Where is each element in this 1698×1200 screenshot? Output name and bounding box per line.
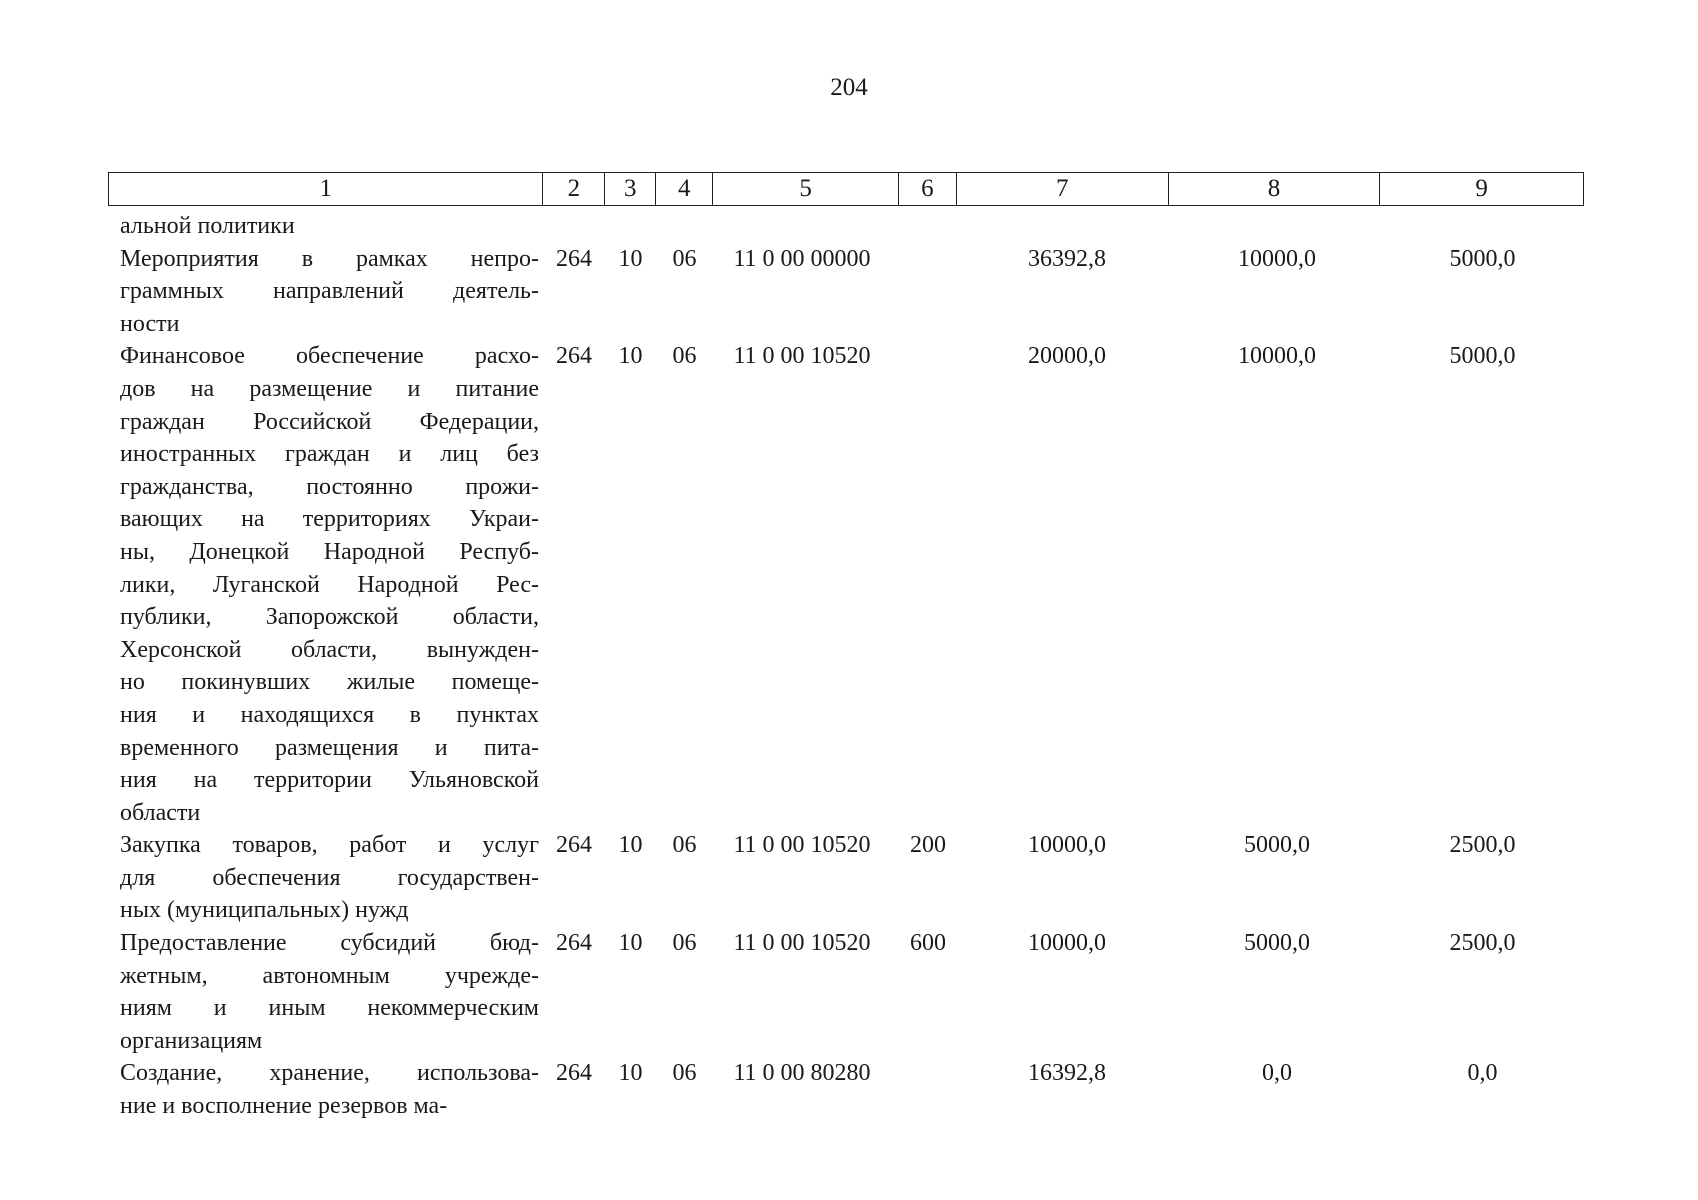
row-name-line: граждан Российской Федерации, [120, 408, 539, 435]
row-name-line: Херсонской области, вынужден- [120, 636, 539, 663]
row-expense-type-cell: 200 [910, 832, 946, 859]
table-row [108, 340, 1584, 829]
row-amount-cell: 16392,8 [1028, 1060, 1106, 1087]
row-name-cell [108, 340, 543, 829]
row-amount-cell: 5000,0 [1244, 832, 1310, 859]
row-name-line: ниям и иным некоммерческим [120, 995, 539, 1022]
row-name-line: Финансовое обеспечение расхо- [120, 343, 539, 370]
table-row [108, 210, 1584, 243]
row-name-line: для обеспечения государствен- [120, 864, 539, 891]
row-section-cell: 10 [618, 245, 643, 272]
row-name-line: ности [120, 310, 180, 337]
row-name-line: ных (муниципальных) нужд [120, 897, 409, 924]
table-row [108, 927, 1584, 1057]
row-expense-type-cell [899, 210, 957, 243]
row-name-line: гражданства, постоянно прожи- [120, 473, 539, 500]
row-name-line: ния и находящихся в пунктах [120, 701, 539, 728]
row-grbs-cell: 264 [556, 1060, 592, 1087]
header-cell: 9 [1475, 175, 1488, 202]
row-grbs-cell: 264 [556, 245, 592, 272]
row-target-article-cell: 11 0 00 80280 [733, 1060, 871, 1087]
header-cell: 1 [109, 173, 543, 205]
row-amount-cell: 5000,0 [1244, 930, 1310, 957]
row-expense-type-cell: 600 [910, 930, 946, 957]
row-section-cell: 10 [618, 1060, 643, 1087]
table-body [108, 210, 1584, 1123]
row-amount-cell: 20000,0 [1028, 343, 1106, 370]
page-number: 204 [830, 74, 868, 101]
row-name-line: публики, Запорожской области, [120, 604, 539, 631]
row-name-line: альной политики [120, 213, 295, 239]
row-name-line: но покинувших жилые помеще- [120, 669, 539, 696]
row-amount-cell [1169, 210, 1381, 243]
row-amount-cell: 2500,0 [1449, 832, 1516, 859]
row-name-line: Закупка товаров, работ и услуг [120, 832, 539, 859]
row-name-line: организациям [120, 1027, 263, 1054]
header-cell: 3 [605, 173, 656, 205]
row-grbs-cell: 264 [556, 930, 592, 957]
row-target-article-cell: 11 0 00 10520 [733, 930, 871, 957]
header-cell: 8 [1169, 173, 1381, 205]
row-name-line: Мероприятия в рамках непро- [120, 245, 539, 272]
header-cell: 6 [899, 173, 957, 205]
row-name-line: области [120, 799, 201, 826]
table-row [108, 243, 1584, 341]
row-name-cell [108, 927, 543, 1057]
row-grbs-cell [543, 210, 605, 243]
row-name-line: иностранных граждан и лиц без [120, 441, 539, 468]
row-amount-cell: 0,0 [1467, 1060, 1498, 1087]
header-cell: 5 [713, 173, 899, 205]
row-name-cell [108, 829, 543, 927]
row-amount-cell: 10000,0 [1238, 245, 1316, 272]
row-name-line: временного размещения и пита- [120, 734, 539, 761]
row-target-article-cell: 11 0 00 10520 [733, 832, 871, 859]
row-name-cell [108, 1057, 543, 1122]
row-name-line: ны, Донецкой Народной Респуб- [120, 538, 539, 565]
row-amount-cell: 5000,0 [1449, 343, 1516, 370]
header-cell: 2 [543, 173, 605, 205]
row-subsection-cell: 06 [672, 832, 697, 859]
header-cell: 7 [957, 173, 1169, 205]
row-target-article-cell [713, 210, 899, 243]
header-cell: 4 [656, 173, 713, 205]
row-subsection-cell: 06 [672, 245, 697, 272]
row-expense-type-cell [899, 340, 957, 829]
row-name-line: жетным, автономным учрежде- [120, 962, 539, 989]
row-subsection-cell: 06 [672, 930, 697, 957]
row-name-line: лики, Луганской Народной Рес- [120, 571, 539, 598]
row-name-line: Создание, хранение, использова- [120, 1060, 539, 1087]
row-target-article-cell: 11 0 00 00000 [733, 245, 871, 272]
row-subsection-cell [656, 210, 713, 243]
row-amount-cell [957, 210, 1169, 243]
row-grbs-cell: 264 [556, 832, 592, 859]
row-name-cell [108, 210, 543, 243]
row-name-line: вающих на территориях Украи- [120, 506, 539, 533]
row-amount-cell: 10000,0 [1028, 930, 1106, 957]
row-target-article-cell: 11 0 00 10520 [733, 343, 871, 370]
row-expense-type-cell [899, 243, 957, 341]
row-amount-cell: 5000,0 [1449, 245, 1516, 272]
row-subsection-cell: 06 [672, 1060, 697, 1087]
row-name-line: ние и восполнение резервов ма- [120, 1093, 448, 1120]
table-header-row [108, 172, 1584, 206]
row-amount-cell [1381, 210, 1584, 243]
table-row [108, 829, 1584, 927]
row-name-line: граммных направлений деятель- [120, 278, 539, 305]
row-section-cell: 10 [618, 832, 643, 859]
row-name-line: Предоставление субсидий бюд- [120, 930, 539, 957]
row-name-line: дов на размещение и питание [120, 375, 539, 402]
row-amount-cell: 36392,8 [1028, 245, 1106, 272]
table-row [108, 1057, 1584, 1122]
row-section-cell [605, 210, 656, 243]
row-section-cell: 10 [618, 930, 643, 957]
row-subsection-cell: 06 [672, 343, 697, 370]
row-name-cell [108, 243, 543, 341]
row-name-line: ния на территории Ульяновской [120, 767, 539, 794]
row-grbs-cell: 264 [556, 343, 592, 370]
row-amount-cell: 0,0 [1262, 1060, 1292, 1087]
row-section-cell: 10 [618, 343, 643, 370]
row-amount-cell: 10000,0 [1028, 832, 1106, 859]
row-amount-cell: 2500,0 [1449, 930, 1516, 957]
row-amount-cell: 10000,0 [1238, 343, 1316, 370]
row-expense-type-cell [899, 1057, 957, 1122]
